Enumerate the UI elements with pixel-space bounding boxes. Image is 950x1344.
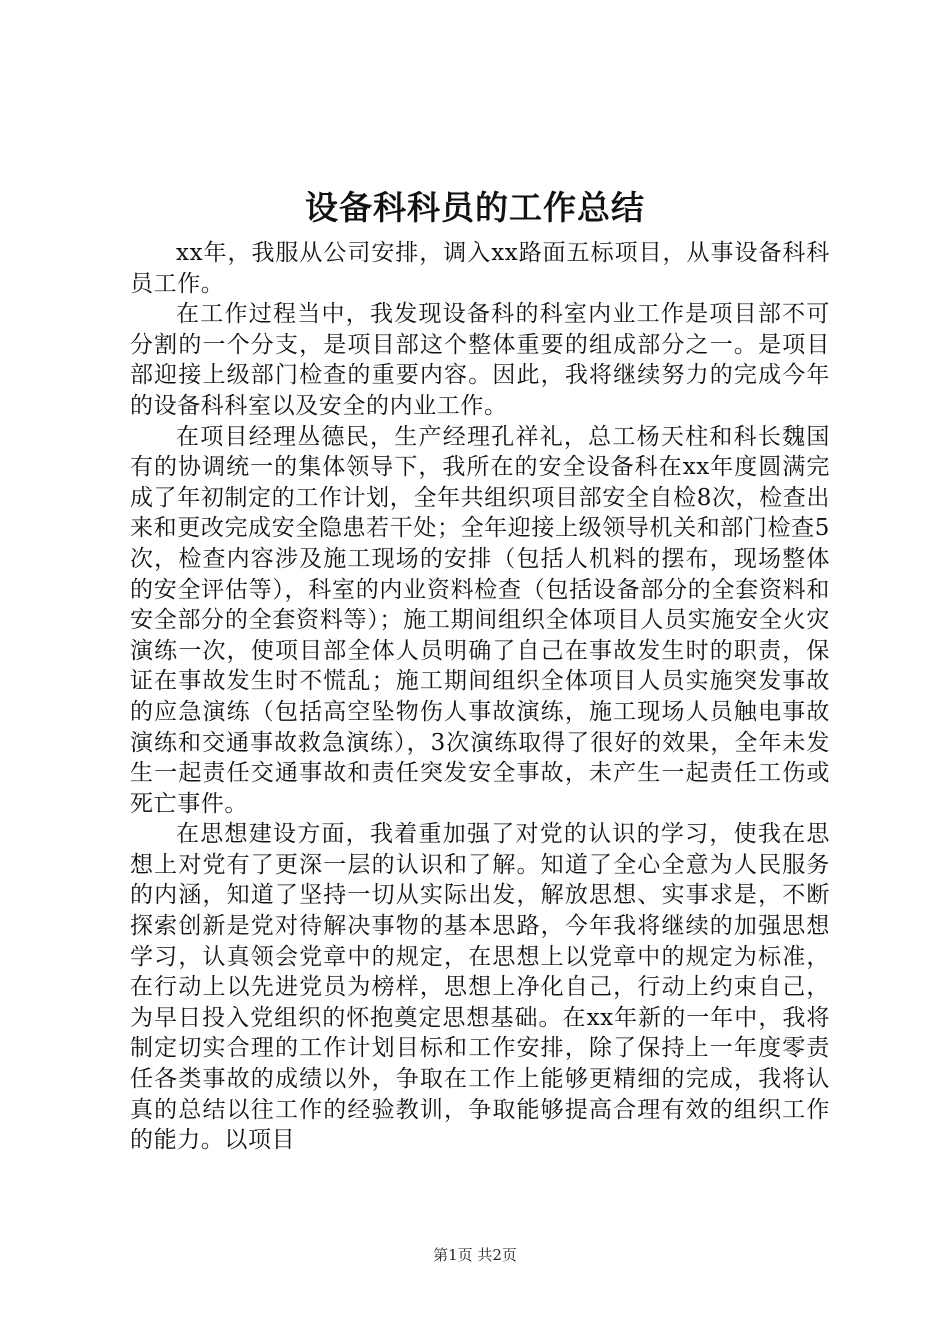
paragraph-4: 在思想建设方面，我着重加强了对党的认识的学习，使我在思想上对党有了更深一层的认识和了解。知道了全心全意为人民服务的内涵，知道了坚持一切从实际出发，解放思想、实事求是，不断探索创新是党对待解决事物的基本思路，今年我将继续的加强思想学习，认真领会党章中的规定，在思想上以党章中的规定为标准，在行动上以先进党员为榜样，思想上净化自己，行动上约束自己，为早日投入党组织的怀抱奠定思想基础。在xx年新的一年中，我将制定切实合理的工作计划目标和工作安排，除了保持上一年度零责任各类事故的成绩以外，争取在工作上能够更精细的完成，我将认真的总结以往工作的经验教训，争取能够提高合理有效的组织工作的能力。以项目: [130, 821, 830, 1154]
document-body: [130, 238, 830, 1156]
paragraph-2: 在工作过程当中，我发现设备科的科室内业工作是项目部不可分割的一个分支，是项目部这个整体重要的组成部分之一。是项目部迎接上级部门检查的重要内容。因此，我将继续努力的完成今年的设备科科室以及安全的内业工作。: [130, 301, 830, 419]
document-title: 设备科科员的工作总结: [305, 188, 645, 227]
page-footer: 第1页 共2页: [433, 1246, 517, 1264]
paragraph-3: 在项目经理丛德民，生产经理孔祥礼，总工杨天柱和科长魏国有的协调统一的集体领导下，我所在的安全设备科在xx年度圆满完成了年初制定的工作计划，全年共组织项目部安全自检8次，检查出来和更改完成安全隐患若干处；全年迎接上级领导机关和部门检查5次，检查内容涉及施工现场的安排（包括人机料的摆布，现场整体的安全评估等），科室的内业资料检查（包括设备部分的全套资料和安全部分的全套资料等）；施工期间组织全体项目人员实施安全火灾演练一次，使项目部全体人员明确了自己在事故发生时的职责，保证在事故发生时不慌乱；施工期间组织全体项目人员实施突发事故的应急演练（包括高空坠物伤人事故演练，施工现场人员触电事故演练和交通事故救急演练），3次演练取得了很好的效果，全年未发生一起责任交通事故和责任突发安全事故，未产生一起责任工伤或死亡事件。: [130, 423, 830, 817]
paragraph-1: xx年，我服从公司安排，调入xx路面五标项目，从事设备科科员工作。: [130, 240, 830, 297]
